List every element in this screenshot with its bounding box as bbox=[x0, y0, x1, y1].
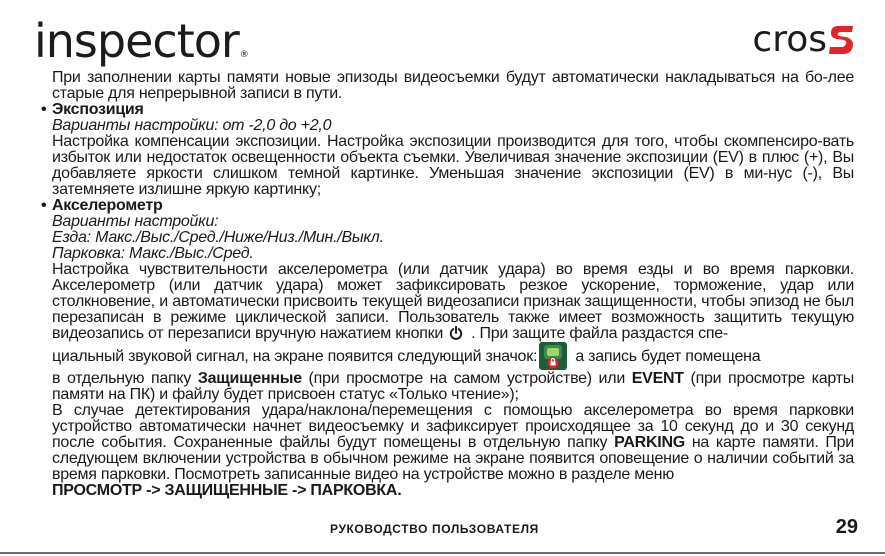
accel-driving-options: Езда: Макс./Выс./Сред./Ниже/Низ./Мин./Выкл. bbox=[52, 229, 384, 246]
inspector-logo-text: inspector bbox=[34, 14, 239, 68]
accel-p3-c: (при просмотре карты памяти на ПК) и файлу будет присвоен статус «Только чтение»); bbox=[52, 370, 855, 403]
protected-file-icon bbox=[539, 342, 567, 370]
accel-p2-text: циальный звуковой сигнал, на экране появится следующий значок: bbox=[52, 348, 538, 365]
accelerometer-heading: • Акселерометр bbox=[52, 198, 854, 214]
accel-p3-a: в отдельную папку bbox=[52, 370, 198, 387]
event-folder-name: EVENT bbox=[631, 370, 684, 387]
power-icon bbox=[449, 326, 463, 340]
exposure-range: Варианты настройки: от -2,0 до +2,0 bbox=[52, 117, 332, 134]
page-footer bbox=[0, 516, 885, 542]
page-number: 29 bbox=[835, 516, 858, 538]
intro-paragraph: При заполнении карты памяти новые эпизоды видеосъемки будут автоматически накладываться на бо-лее старые для непрерывной записи в пути. bbox=[52, 69, 854, 102]
accel-paragraph-4 bbox=[52, 403, 854, 483]
cross-logo bbox=[752, 19, 855, 60]
accel-p1-text: Настройка чувствительности акселерометра (или датчик удара) во время езды и во время парковки. Акселерометр (или датчик удара) может зафиксировать резкое ускорение, торможение, удар или столкновение, и автоматически присвоить текущей видеозаписи признак защищенности, чтобы эпизод не был перезаписан в режиме циклической записи. Пользователь также имеет возможность защитить текущую видеозапись от перезаписи вручную нажатием кнопки bbox=[52, 261, 854, 342]
accel-p2-tail: а запись будет помещена bbox=[571, 348, 761, 365]
exposure-heading: • Экспозиция bbox=[52, 102, 854, 118]
parking-folder-name: PARKING bbox=[614, 434, 685, 451]
registered-mark: ® bbox=[239, 50, 248, 60]
cross-logo-s-mark bbox=[829, 22, 855, 58]
menu-path: ПРОСМОТР -> ЗАЩИЩЕННЫЕ -> ПАРКОВКА. bbox=[52, 482, 402, 499]
accel-p4-a: В случае детектирования удара/наклона/перемещения с помощью акселерометра во время парковки устройство автоматически начнет видеосъемку и зафиксирует происходящее за 10 секунд до и 30 секунд после события. Сохраненные файлы будут помещены в отдельную папку bbox=[52, 402, 854, 451]
accel-p4-b: на карте памяти. При следующем включении устройства в обычном режиме на экране появится оповещение о наличии событий за время парковки. Посмотреть записанные видео на устройстве можно в разделе меню bbox=[52, 434, 854, 483]
accel-paragraph-1 bbox=[52, 262, 854, 342]
accel-paragraph-3 bbox=[52, 371, 854, 403]
accel-p1-tail: . При защите файла раздастся спе- bbox=[471, 325, 728, 342]
accel-paragraph-2 bbox=[52, 342, 854, 371]
page-body bbox=[52, 70, 854, 499]
protected-folder-name: Защищенные bbox=[197, 370, 302, 387]
exposure-description: Настройка компенсации экспозиции. Настройка экспозиции производится для того, чтобы скомпенсиро-вать избыток или недостаток освещенности объекта съемки. Увеличивая значение экспозиции (EV) в плюс (+), Вы добавляете яркости слишком темной картинке. Уменьшая значение экспозиции (EV) в ми-нус (-), Вы затемняете излишне яркую картинку; bbox=[52, 133, 854, 198]
footer-rule bbox=[0, 552, 885, 554]
inspector-logo bbox=[34, 14, 248, 68]
cross-logo-text: cros bbox=[752, 19, 827, 60]
accel-parking-options: Парковка: Макс./Выс./Сред. bbox=[52, 245, 254, 262]
footer-title: РУКОВОДСТВО ПОЛЬЗОВАТЕЛЯ bbox=[330, 522, 539, 536]
accel-p3-b: (при просмотре на самом устройстве) или bbox=[301, 370, 632, 387]
protected-file-icon-graphic bbox=[539, 342, 567, 370]
accel-options-label: Варианты настройки: bbox=[52, 213, 219, 230]
